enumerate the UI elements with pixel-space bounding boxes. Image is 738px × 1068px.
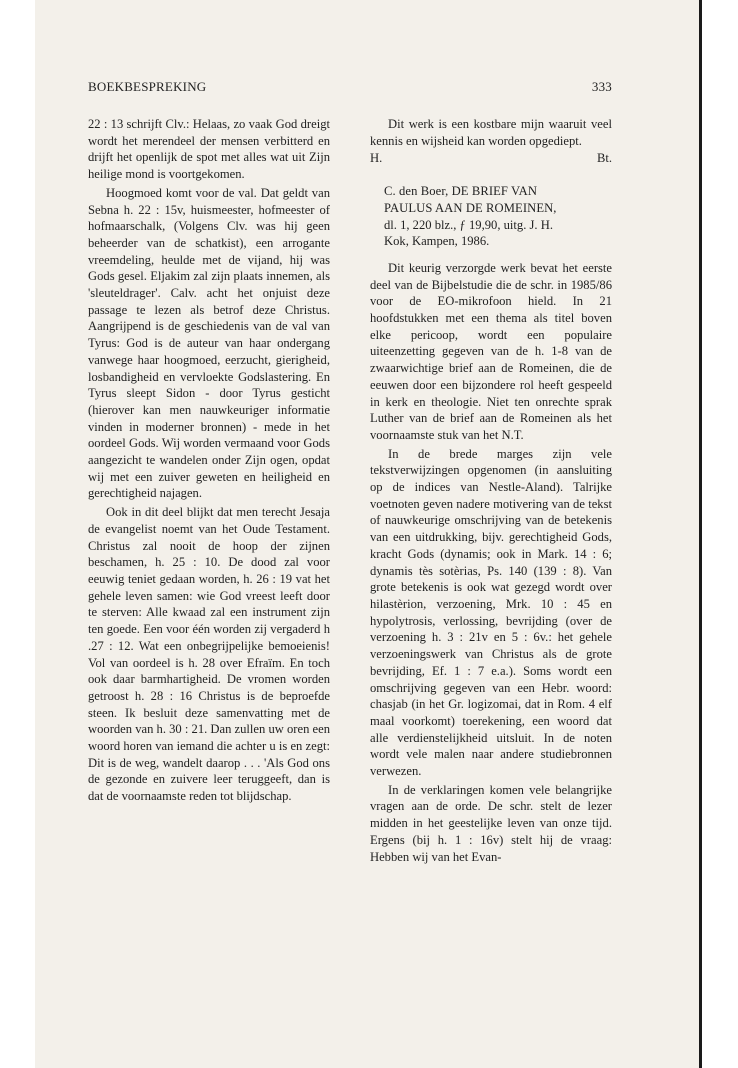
- book-line-1: C. den Boer, DE BRIEF VAN: [384, 184, 538, 199]
- book-reference: [384, 183, 612, 250]
- book-line-2: PAULUS AAN DE ROMEINEN,: [384, 200, 557, 215]
- left-paragraph-1: 22 : 13 schrijft Clv.: Helaas, zo vaak God dreigt wordt het merendeel der mensen verbitterd en drijft het openlijk de spot met alles wat uit Zijn heilige mond is voortgekomen.: [88, 117, 330, 182]
- page-edge-shadow: [699, 0, 702, 1068]
- signature-initial-right: Bt.: [596, 151, 612, 166]
- review-signature: [370, 150, 612, 167]
- right-paragraph-3: In de verklaringen komen vele belangrijke vragen aan de orde. De schr. stelt de lezer midden in het geestelijke leven van onze tijd. Ergens (bij h. 1 : 16v) stelt hij de vraag: Hebben wij van het Evan-: [370, 782, 612, 864]
- left-column: [88, 116, 330, 805]
- right-paragraph-2: In de brede marges zijn vele tekstverwijzingen opgenomen (in aansluiting op de indices van Nestle-Aland). Talrijke voetnoten geven nadere motivering van de tekst of nauwkeurige omschrijving van de betekenis van een uitdrukking, bijv. gerechtigheid Gods, kracht Gods (dynamis; ook in Mark. 14 : 6; dynamis tès sotèrias, Ps. 140 (139 : 8). Van grote betekenis is ook wat gezegd wordt over hilastèrion, verzoening, Mrk. 10 : 45 en hypolytrosis, verlossing, bevrijding (over de verzoening h. 3 : 21v en 5 : 6v.: het gehele verzoeningswerk van Christus als de grote bevrijding, Ef. 1 : 7 e.a.). Soms wordt een omschrijving gegeven van een Hebr. woord: chasjab (in het Gr. logizomai, dat in Rom. 4 elf maal voorkomt) toerekening, een woord dat alle verdienstelijkheid uitsluit. In de noten wordt vele malen naar andere studiebronnen verwezen.: [370, 446, 612, 779]
- left-paragraph-3: Ook in dit deel blijkt dat men terecht Jesaja de evangelist noemt van het Oude Testament. Christus zal nooit de hoop der zijnen beschamen, h. 25 : 10. De dood zal voor eeuwig teniet gedaan worden, h. 26 : 19 vat het gehele leven samen: wie God vreest leeft door te sterven: Alle kwaad zal een instrument zijn ten goede. Een voor één worden zij vergaderd h .27 : 12. Wat een onbegrijpelijke bemoeienis! Vol van oordeel is h. 28 over Efraïm. En toch ook daar barmhartigheid. De vromen worden getroost h. 28 : 16 Christus is de beproefde steen. Ik besluit deze samenvatting met de woorden van h. 30 : 21. Dan zullen uw oren een woord horen van iemand die achter u is en zegt: Dit is de weg, wandelt daarop . . . 'Als God ons de gezonde en zuivere leer teruggeeft, dan is dat de voornaamste reden tot blijdschap.: [88, 505, 331, 804]
- section-title: BOEKBESPREKING: [88, 79, 207, 94]
- book-line-4: Kok, Kampen, 1986.: [384, 234, 490, 249]
- left-paragraph-2: Hoogmoed komt voor de val. Dat geldt van Sebna h. 22 : 15v, huismeester, hofmeester of hofmaarschalk, (Volgens Clv. was hij geen beheerder van de schatkist), een arrogante vreemdeling, heulde met de vijand, hij was Gods gesel. Eljakim zal zijn plaats innemen, als 'sleuteldrager'. Calv. acht het onjuist deze passage te lezen als betrof deze Christus. Aangrijpend is de geschiedenis van de val van Tyrus: God is de auteur van haar ondergang vanwege haar hoogmoed, eerzucht, gierigheid, losbandigheid en vervloekte Godslastering. En Tyrus sleept Sidon - door Tyrus gesticht (hierover kan men nauwkeuriger informatie vinden in moderner bronnen) - mede in het oordeel Gods. Wij worden vermaand voor Gods aangezicht te wandelen onder Zijn ogen, opdat wij met een zuiver geweten en heiligheid en gerechtigheid najagen.: [88, 185, 330, 501]
- right-column: [370, 116, 612, 865]
- signature-initial-left: H.: [370, 151, 383, 166]
- book-line-3: dl. 1, 220 blz., ƒ 19,90, uitg. J. H.: [384, 217, 553, 232]
- right-intro-paragraph: Dit werk is een kostbare mijn waaruit veel kennis en wijsheid kan worden opgediept.: [370, 117, 612, 148]
- right-paragraph-1: Dit keurig verzorgde werk bevat het eerste deel van de Bijbelstudie die de schr. in 1985/86 voor de EO-mikrofoon hield. In 21 hoofdstukken met een thema als titel boven elke pericoop, wordt een populaire uiteenzetting gegeven van de h. 1-8 van de zwaarwichtige brief aan de Romeinen, die de eeuwen door een bijzondere rol heeft gespeeld in kerk en theologie. Niet ten onrechte sprak Luther van de brief aan de Romeinen als het voornaamste stuk van het N.T.: [370, 260, 612, 442]
- page-number: 333: [591, 79, 612, 94]
